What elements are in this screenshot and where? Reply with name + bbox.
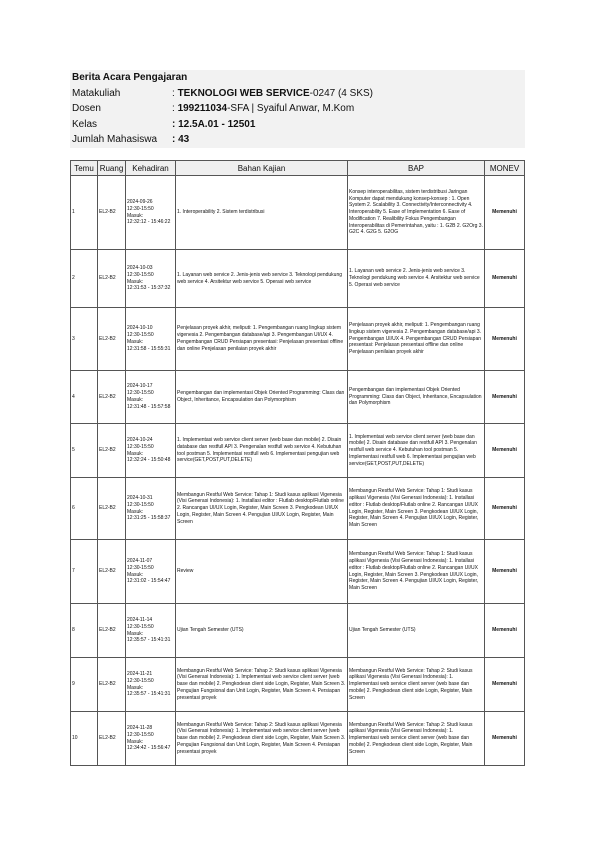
meeting-number: 4 bbox=[71, 371, 98, 424]
attendance-date: 2024-11-07 bbox=[127, 557, 153, 564]
attendance-range: 12:32:12 - 15:46:22 bbox=[127, 219, 171, 226]
attendance-range: 12:31:48 - 15:57:58 bbox=[127, 403, 171, 410]
bahan-kajian-cell: Review bbox=[176, 540, 348, 604]
meeting-number: 9 bbox=[71, 658, 98, 712]
attendance-masuk-label: Masuk: bbox=[127, 339, 144, 345]
header-ruang: Ruang bbox=[98, 161, 126, 176]
sep: : bbox=[172, 118, 176, 130]
attendance-cell bbox=[126, 176, 176, 250]
attendance-range: 12:34:42 - 15:56:47 bbox=[127, 745, 171, 752]
attendance-masuk-label: Masuk: bbox=[127, 508, 144, 515]
matakuliah-code: -0247 (4 SKS) bbox=[309, 87, 373, 99]
header-bahan-kajian: Bahan Kajian bbox=[176, 161, 348, 176]
attendance-masuk-label: Masuk: bbox=[127, 450, 144, 457]
meeting-number: 10 bbox=[71, 712, 98, 766]
sep: : bbox=[172, 103, 175, 114]
dosen-id: 199211034 bbox=[177, 103, 228, 114]
attendance-cell bbox=[126, 371, 176, 424]
table-row bbox=[71, 176, 525, 250]
attendance-masuk-label: Masuk: bbox=[127, 212, 144, 219]
monev-cell: Memenuhi bbox=[485, 176, 525, 250]
bap-cell: Ujian Tengah Semester (UTS) bbox=[348, 604, 485, 658]
document-header bbox=[70, 70, 525, 148]
jumlah-label: Jumlah Mahasiswa bbox=[72, 134, 158, 145]
attendance-cell bbox=[126, 712, 176, 766]
bap-cell: Membangun Restful Web Service: Tahap 1: Studi kasus aplikasi Vigenesia (Visi Generasi Indonesia): 1. Installasi editor : Flutlab desktop/Flutlab online 2. Rancangan UI/UX Login, Register, Main Screen 3. Pengkodean UI/UX Login, Register, Main Screen 4. Pengujian UI/UX Login, Register, Main Screen bbox=[348, 540, 485, 604]
matakuliah-label: Matakuliah bbox=[72, 87, 121, 99]
monev-cell: Memenuhi bbox=[485, 424, 525, 478]
attendance-range: 12:31:02 - 15:54:47 bbox=[127, 578, 171, 585]
bap-cell: Membangun Restful Web Service: Tahap 2: Studi kasus aplikasi Vigenesia (Visi Generasi Indonesia): 1. Implementasi web service client server (web base dan mobile) 2. Pengkodean client side Login, Register, Main Screen bbox=[348, 658, 485, 712]
monev-cell: Memenuhi bbox=[485, 250, 525, 308]
header-bap: BAP bbox=[348, 161, 485, 176]
dosen-row bbox=[70, 101, 525, 117]
attendance-date: 2024-10-10 bbox=[127, 325, 153, 332]
monev-cell: Memenuhi bbox=[485, 604, 525, 658]
attendance-date: 2024-10-24 bbox=[127, 436, 153, 443]
matakuliah-value bbox=[172, 86, 525, 102]
bap-cell: Penjelasan proyek akhir, meliputi: 1. Pengembangan ruang lingkup sistem vigenesia 2. Pengembangan database/api 3. Pengembangan UI/UX 4. Pengembangan CRUD Persiapan presentasi: Penjelasan presentasi offline dan online Penjelasan penilaian proyek akhir bbox=[348, 308, 485, 371]
sep: : bbox=[172, 134, 176, 145]
dosen-name: -SFA | Syaiful Anwar, M.Kom bbox=[227, 103, 355, 114]
table-row bbox=[71, 371, 525, 424]
attendance-schedule: 12:30-15:50 bbox=[127, 443, 154, 450]
attendance-range: 12:31:25 - 15:58:37 bbox=[127, 515, 171, 522]
attendance-cell bbox=[126, 308, 176, 371]
matakuliah-row bbox=[70, 86, 525, 102]
room-cell: EL2-B2 bbox=[98, 478, 126, 540]
table-row bbox=[71, 540, 525, 604]
bap-cell: Konsep interoperabilitas, sistem terdistribusi Jaringan Komputer dapat mendukung konsep-konsep : 1. Open System 2. Scalability 3. Connectivity/Interconnectivity 4. Interoperability 5. Ease of Implementation 6. Ease of Modification 7. Realibility Fokus Pengembangan Interoperabilitas di Pemerintahan, yaitu : 1. G2B 2. G2Org 3. G2C 4. G2G 5. G2OG bbox=[348, 176, 485, 250]
attendance-cell bbox=[126, 658, 176, 712]
monev-cell: Memenuhi bbox=[485, 308, 525, 371]
bap-cell: 1. Implementasi web service client server (web base dan mobile) 2. Disain database dan restfull API 3. Pengenalan restfull web service 4. Kebutuhan tool postman 5. Implementasi restfull web 6. Implementasi pengujian web service(GET,POST,PUT,DELETE) bbox=[348, 424, 485, 478]
attendance-schedule: 12:30-15:50 bbox=[127, 332, 154, 339]
header-temu: Temu bbox=[71, 161, 98, 176]
meeting-number: 8 bbox=[71, 604, 98, 658]
attendance-date: 2024-09-26 bbox=[127, 198, 153, 205]
attendance-cell bbox=[126, 604, 176, 658]
table-row bbox=[71, 658, 525, 712]
attendance-schedule: 12:30-15:50 bbox=[127, 205, 154, 212]
room-cell: EL2-B2 bbox=[98, 308, 126, 371]
attendance-date: 2024-11-21 bbox=[127, 670, 153, 677]
room-cell: EL2-B2 bbox=[98, 540, 126, 604]
monev-cell: Memenuhi bbox=[485, 478, 525, 540]
jumlah-row bbox=[70, 132, 525, 148]
table-row bbox=[71, 250, 525, 308]
room-cell: EL2-B2 bbox=[98, 658, 126, 712]
attendance-cell bbox=[126, 478, 176, 540]
bahan-kajian-cell: Ujian Tengah Semester (UTS) bbox=[176, 604, 348, 658]
bahan-kajian-cell: Membangun Restful Web Service: Tahap 1: Studi kasus aplikasi Vigenesia (Visi Generasi Indonesia): 1. Installasi editor : Flutlab desktop/Flutlab online 2. Rancangan UI/UX Login, Register, Main Screen 3. Pengkodean UI/UX Login, Register, Main Screen 4. Pengujian UI/UX Login, Register, Main Screen bbox=[176, 478, 348, 540]
jumlah-value bbox=[172, 132, 525, 148]
kelas-value bbox=[172, 117, 525, 133]
attendance-cell bbox=[126, 540, 176, 604]
attendance-date: 2024-11-28 bbox=[127, 724, 153, 731]
attendance-schedule: 12:30-15:50 bbox=[127, 623, 154, 630]
attendance-table bbox=[70, 160, 525, 766]
bahan-kajian-cell: Penjelasan proyek akhir, meliputi: 1. Pengembangan ruang lingkup sistem vigenesia 2. Pengembangan database/api 3. Pengembangan UI/UX 4. Pengembangan CRUD Persiapan presentasi: Penjelasan presentasi offline dan online Penjelasan penilaian proyek akhir bbox=[176, 308, 348, 371]
bap-cell: Pengembangan dan implementasi Objek Oriented Programming: Class dan Object, Inheritance, Encapsulation dan Polymorphism bbox=[348, 371, 485, 424]
kelas-row bbox=[70, 117, 525, 133]
attendance-schedule: 12:30-15:50 bbox=[127, 677, 154, 684]
kelas-label: Kelas bbox=[72, 118, 98, 130]
bahan-kajian-cell: Pengembangan dan implementasi Objek Oriented Programming: Class dan Object, Inheritance, Encapsulation dan Polymorphism bbox=[176, 371, 348, 424]
monev-cell: Memenuhi bbox=[485, 712, 525, 766]
attendance-masuk-label: Masuk: bbox=[127, 738, 144, 745]
attendance-range: 12:35:57 - 15:41:31 bbox=[127, 637, 171, 644]
bahan-kajian-cell: Membangun Restful Web Service: Tahap 2: Studi kasus aplikasi Vigenesia (Visi Generasi Indonesia): 1. Implementasi web service client server (web base dan mobile) 2. Pengkodean client side Login, Register, Main Screen 3. Pengujian Fungsional dan Unit Login, Register, Main Screen 4. Persiapan presentasi proyek bbox=[176, 712, 348, 766]
room-cell: EL2-B2 bbox=[98, 712, 126, 766]
attendance-range: 12:31:58 - 15:55:31 bbox=[127, 345, 171, 352]
monev-cell: Memenuhi bbox=[485, 540, 525, 604]
jumlah-count: 43 bbox=[178, 134, 190, 145]
bahan-kajian-cell: 1. Implementasi web service client server (web base dan mobile) 2. Disain database dan restfull API 3. Pengenalan restfull web service 4. Kebutuhan tool postman 5. Implementasi restfull web 6. Implementasi pengujian web service(GET,POST,PUT,DELETE) bbox=[176, 424, 348, 478]
attendance-cell bbox=[126, 424, 176, 478]
monev-cell: Memenuhi bbox=[485, 658, 525, 712]
table-row bbox=[71, 308, 525, 371]
attendance-masuk-label: Masuk: bbox=[127, 571, 144, 578]
attendance-date: 2024-10-03 bbox=[127, 264, 153, 271]
room-cell: EL2-B2 bbox=[98, 176, 126, 250]
bap-cell: 1. Layanan web service 2. Jenis-jenis web service 3. Teknologi pendukung web service 4. Arsitektur web service 5. Operasi web service bbox=[348, 250, 485, 308]
table-row bbox=[71, 712, 525, 766]
attendance-schedule: 12:30-15:50 bbox=[127, 501, 154, 508]
kelas-code: 12.5A.01 - 12501 bbox=[178, 118, 256, 130]
dosen-value bbox=[172, 101, 525, 117]
room-cell: EL2-B2 bbox=[98, 371, 126, 424]
room-cell: EL2-B2 bbox=[98, 424, 126, 478]
header-monev: MONEV bbox=[485, 161, 525, 176]
matakuliah-name: TEKNOLOGI WEB SERVICE bbox=[177, 87, 310, 99]
attendance-date: 2024-10-31 bbox=[127, 494, 153, 501]
meeting-number: 1 bbox=[71, 176, 98, 250]
dosen-label: Dosen bbox=[72, 103, 101, 114]
attendance-range: 12:35:57 - 15:41:31 bbox=[127, 691, 171, 698]
document-title: Berita Acara Pengajaran bbox=[72, 72, 188, 83]
meeting-number: 6 bbox=[71, 478, 98, 540]
meeting-number: 5 bbox=[71, 424, 98, 478]
attendance-date: 2024-11-14 bbox=[127, 616, 153, 623]
header-kehadiran: Kehadiran bbox=[126, 161, 176, 176]
sep: : bbox=[172, 87, 175, 99]
room-cell: EL2-B2 bbox=[98, 604, 126, 658]
bahan-kajian-cell: Membangun Restful Web Service: Tahap 2: Studi kasus aplikasi Vigenesia (Visi Generasi Indonesia): 1. Implementasi web service client server (web base dan mobile) 2. Pengkodean client side Login, Register, Main Screen 3. Pengujian Fungsional dan Unit Login, Register, Main Screen 4. Persiapan presentasi proyek bbox=[176, 658, 348, 712]
table-header-row bbox=[71, 161, 525, 176]
attendance-range: 12:32:24 - 15:50:48 bbox=[127, 457, 171, 464]
monev-cell: Memenuhi bbox=[485, 371, 525, 424]
attendance-cell bbox=[126, 250, 176, 308]
attendance-schedule: 12:30-15:50 bbox=[127, 271, 154, 278]
bahan-kajian-cell: 1. Interoperability 2. Sistem terdistribusi bbox=[176, 176, 348, 250]
bap-cell: Membangun Restful Web Service: Tahap 2: Studi kasus aplikasi Vigenesia (Visi Generasi Indonesia): 1. Implementasi web service client server (web base dan mobile) 2. Pengkodean client side Login, Register, Main Screen bbox=[348, 712, 485, 766]
meeting-number: 2 bbox=[71, 250, 98, 308]
attendance-masuk-label: Masuk: bbox=[127, 397, 144, 403]
attendance-range: 12:31:53 - 15:37:32 bbox=[127, 285, 171, 292]
attendance-date: 2024-10-17 bbox=[127, 383, 153, 390]
attendance-schedule: 12:30-15:50 bbox=[127, 731, 154, 738]
room-cell: EL2-B2 bbox=[98, 250, 126, 308]
bahan-kajian-cell: 1. Layanan web service 2. Jenis-jenis web service 3. Teknologi pendukung web service 4. Arsitektur web service 5. Operasi web service bbox=[176, 250, 348, 308]
table-row bbox=[71, 478, 525, 540]
table-row bbox=[71, 424, 525, 478]
meeting-number: 7 bbox=[71, 540, 98, 604]
attendance-schedule: 12:30-15:50 bbox=[127, 390, 154, 397]
attendance-masuk-label: Masuk: bbox=[127, 684, 144, 691]
attendance-masuk-label: Masuk: bbox=[127, 278, 144, 285]
meeting-number: 3 bbox=[71, 308, 98, 371]
attendance-masuk-label: Masuk: bbox=[127, 630, 144, 637]
attendance-schedule: 12:30-15:50 bbox=[127, 564, 154, 571]
table-row bbox=[71, 604, 525, 658]
bap-cell: Membangun Restful Web Service: Tahap 1: Studi kasus aplikasi Vigenesia (Visi Generasi Indonesia): 1. Installasi editor : Flutlab desktop/Flutlab online 2. Rancangan UI/UX Login, Register, Main Screen 3. Pengkodean UI/UX Login, Register, Main Screen 4. Pengujian UI/UX Login, Register, Main Screen bbox=[348, 478, 485, 540]
